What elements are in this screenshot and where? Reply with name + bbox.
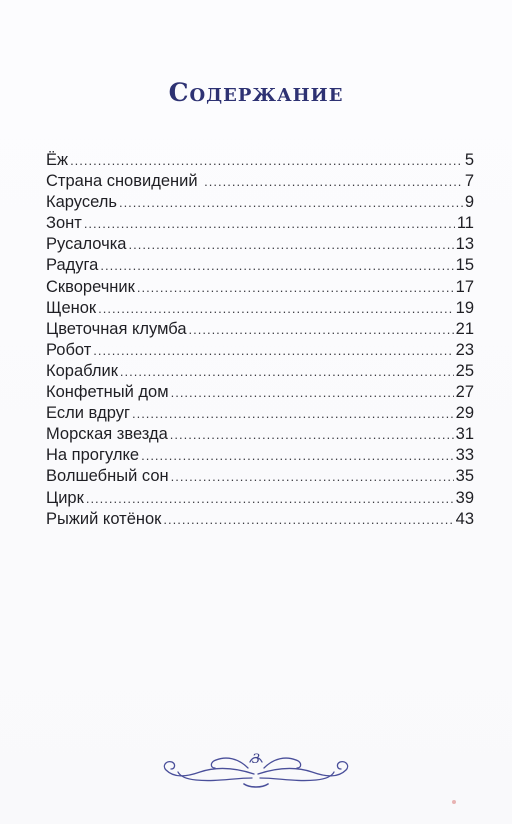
- toc-entry: [46, 466, 474, 487]
- toc-entry-title: Щенок: [46, 298, 97, 317]
- toc-entry-title: Кораблик: [46, 361, 118, 380]
- toc-entry: [46, 488, 474, 509]
- toc-entry: [46, 403, 474, 424]
- toc-entry-page: 9: [464, 193, 474, 212]
- toc-leader-dots: [163, 509, 453, 530]
- toc-leader-dots: [171, 466, 454, 487]
- toc-entry: [46, 445, 474, 466]
- toc-entry-page: 31: [455, 425, 474, 444]
- table-of-contents: [46, 150, 474, 530]
- toc-entry-title: Радуга: [46, 256, 99, 275]
- toc-entry-title: Скворечник: [46, 277, 135, 296]
- toc-entry-title: Цветочная клумба: [46, 319, 187, 338]
- toc-entry-page: 7: [464, 172, 474, 191]
- toc-entry-title: На прогулке: [46, 446, 140, 465]
- toc-leader-dots: [171, 382, 454, 403]
- toc-entry-page: 5: [464, 151, 474, 169]
- toc-entry-page: 35: [455, 467, 474, 486]
- toc-leader-dots: [119, 192, 463, 213]
- toc-leader-dots: [84, 213, 455, 234]
- toc-leader-dots: [98, 298, 453, 319]
- toc-entry-title: Морская звезда: [46, 425, 168, 444]
- toc-leader-dots: [204, 171, 463, 192]
- toc-entry: [46, 298, 474, 319]
- toc-entry: [46, 255, 474, 276]
- toc-entry-page: 43: [455, 509, 474, 528]
- toc-entry: [46, 382, 474, 403]
- toc-entry-page: 19: [455, 298, 474, 317]
- toc-entry-page: 17: [455, 277, 474, 296]
- toc-entry: [46, 192, 474, 213]
- toc-entry-title: Ёж: [46, 151, 69, 169]
- toc-entry-title: Цирк: [46, 488, 84, 507]
- toc-entry-page: 11: [456, 214, 474, 233]
- toc-leader-dots: [132, 403, 454, 424]
- toc-entry: [46, 213, 474, 234]
- toc-entry-page: 15: [455, 256, 474, 275]
- toc-entry: [46, 509, 474, 530]
- toc-entry-title: Карусель: [46, 193, 117, 212]
- page-title: Содержание: [168, 78, 344, 107]
- toc-entry-title: Зонт: [46, 214, 82, 233]
- toc-entry-page: 33: [455, 446, 474, 465]
- toc-entry-title: Волшебный сон: [46, 467, 169, 486]
- toc-leader-dots: [137, 277, 454, 298]
- toc-leader-dots: [141, 445, 454, 466]
- toc-leader-dots: [100, 255, 453, 276]
- toc-entry-title: Если вдруг: [46, 404, 130, 423]
- page-number: 3: [251, 752, 261, 767]
- toc-leader-dots: [86, 488, 454, 509]
- toc-entry: [46, 424, 474, 445]
- toc-entry: [46, 277, 474, 298]
- toc-entry-title: Рыжий котёнок: [46, 509, 162, 528]
- print-speck: [452, 800, 456, 804]
- toc-entry-title: Робот: [46, 340, 92, 359]
- toc-leader-dots: [189, 319, 454, 340]
- toc-entry-title: Страна сновидений: [46, 172, 203, 191]
- toc-entry: [46, 319, 474, 340]
- toc-entry: [46, 171, 474, 192]
- toc-entry-page: 27: [455, 383, 474, 402]
- toc-leader-dots: [120, 361, 454, 382]
- toc-entry-page: 25: [455, 361, 474, 380]
- toc-entry-page: 21: [455, 319, 474, 338]
- toc-entry-title: Конфетный дом: [46, 383, 169, 402]
- toc-leader-dots: [70, 150, 463, 171]
- toc-entry-page: 13: [455, 235, 474, 254]
- toc-entry: [46, 361, 474, 382]
- toc-entry-title: Русалочка: [46, 235, 127, 254]
- toc-entry: [46, 234, 474, 255]
- toc-leader-dots: [93, 340, 453, 361]
- toc-entry: [46, 340, 474, 361]
- toc-entry-page: 23: [455, 340, 474, 359]
- toc-entry-page: 39: [455, 488, 474, 507]
- toc-entry-page: 29: [455, 404, 474, 423]
- toc-entry: [46, 150, 474, 171]
- toc-leader-dots: [128, 234, 453, 255]
- toc-leader-dots: [170, 424, 454, 445]
